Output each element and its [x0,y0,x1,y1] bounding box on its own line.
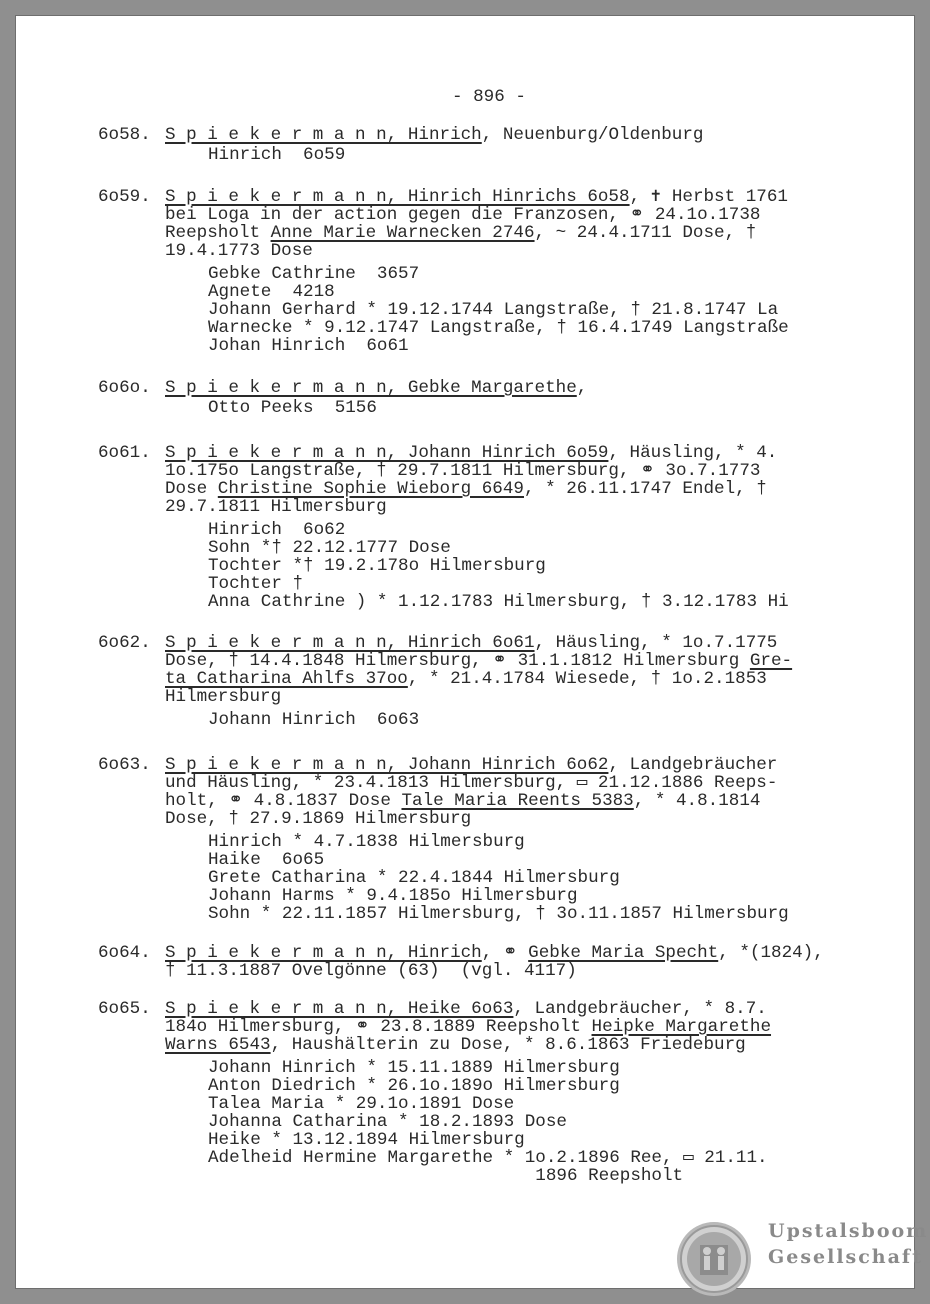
entry-line [165,224,788,242]
entry-detail: bei Loga in der action gegen die Franzosen, ⚭ 24.1o.1738 [165,205,761,225]
entry-detail: 1o.175o Langstraße, † 29.7.1811 Hilmersburg, ⚭ 3o.7.1773 [165,461,761,481]
underlined-name: ta Catharina Ahlfs 37oo [165,669,408,689]
underlined-name: S p i e k e r m a n n, Hinrich [165,125,482,145]
children-list [208,399,377,417]
entry-detail: , ✝ Herbst 1761 [629,187,788,207]
underlined-name: Tale Maria Reents 5383 [401,791,634,811]
underlined-name: Christine Sophie Wieborg 6649 [217,479,524,499]
entry-number: 6o64. [98,943,151,963]
entry-detail: , Haushälterin zu Dose, * 8.6.1863 Friedeburg [270,1035,746,1055]
entry-detail: , Landgebräucher, * 8.7. [513,999,767,1019]
entry-line [165,810,777,828]
entry-detail: † 11.3.1887 Ovelgönne (63) (vgl. 4117) [165,961,577,981]
entry-text [165,756,777,828]
entry-detail: , *(1824), [718,943,824,963]
entry-number: 6o58. [98,125,151,145]
underlined-name: Anne Marie Warnecken 2746 [270,223,535,243]
entry-text [165,634,792,706]
underlined-name: Gre- [749,651,793,671]
entry-detail: , * 26.11.1747 Endel, † [523,479,767,499]
entry-text [165,1000,771,1054]
entry-detail: , Häusling, * 4. [608,443,778,463]
entry-line [165,242,788,260]
underlined-name: S p i e k e r m a n n, Hinrich 6o61 [165,633,535,653]
underlined-name: Heipke Margarethe [591,1017,772,1037]
underlined-name: S p i e k e r m a n n, Gebke Margarethe [165,378,577,398]
entry-text [165,188,788,260]
entry-detail: , Neuenburg/Oldenburg [481,125,704,145]
child-item: Tochter † [208,574,304,594]
entry-line [165,670,792,688]
entry-line [165,774,777,792]
child-item: Johan Hinrich 6o61 [208,336,409,356]
entry-text [165,944,824,980]
entry-detail: Dose [165,479,218,499]
entry-detail: , Häusling, * 1o.7.1775 [534,633,778,653]
entry-detail: , * 4.8.1814 [633,791,761,811]
entry-detail: , * 21.4.1784 Wiesede, † 1o.2.1853 [407,669,767,689]
entry-text [165,126,703,144]
entry-detail: Reepsholt [165,223,271,243]
child-item: Anton Diedrich * 26.1o.189o Hilmersburg [208,1076,620,1096]
entry-detail: , [576,378,588,398]
entry-number: 6o59. [98,187,151,207]
logo-line-2: Gesellschaft [768,1246,923,1268]
children-list [208,833,789,923]
child-item: Talea Maria * 29.1o.1891 Dose [208,1094,515,1114]
child-item: Sohn *† 22.12.1777 Dose [208,538,451,558]
entry-line [165,444,777,462]
underlined-name: S p i e k e r m a n n, Johann Hinrich 6o59 [165,443,609,463]
child-item: Hinrich * 4.7.1838 Hilmersburg [208,832,525,852]
entry-number: 6o63. [98,755,151,775]
entry-line [165,206,788,224]
children-list [208,521,789,611]
entry-detail: , Landgebräucher [608,755,778,775]
entry-number: 6o6o. [98,378,151,398]
entry-line [165,379,587,397]
entry-number: 6o62. [98,633,151,653]
entry-detail: 19.4.1773 Dose [165,241,313,261]
child-item: Heike * 13.12.1894 Hilmersburg [208,1130,525,1150]
entry-text [165,444,777,516]
underlined-name: Gebke Maria Specht [528,943,719,963]
entry-text [165,379,587,397]
entry-line [165,462,777,480]
entry-line [165,498,777,516]
entry-detail: Dose, † 14.4.1848 Hilmersburg, ⚭ 31.1.1812 Hilmersburg [165,651,750,671]
entry-line [165,188,788,206]
entry-line [165,1000,771,1018]
child-item: Adelheid Hermine Margarethe * 1o.2.1896 Ree, ▭ 21.11. [208,1148,768,1168]
entry-line [165,688,792,706]
document-page [16,16,929,1288]
child-item: Johanna Catharina * 18.2.1893 Dose [208,1112,567,1132]
entry-line [165,126,703,144]
child-item: Grete Catharina * 22.4.1844 Hilmersburg [208,868,620,888]
page-number: - 896 - [452,87,526,107]
entry-line [165,1036,771,1054]
entry-detail: Dose, † 27.9.1869 Hilmersburg [165,809,472,829]
entry-detail: Hilmersburg [165,687,282,707]
entry-number: 6o65. [98,999,151,1019]
entry-detail: , ⚭ [481,943,529,963]
child-item: Johann Hinrich 6o63 [208,710,420,730]
entry-line [165,792,777,810]
underlined-name: S p i e k e r m a n n, Hinrich [165,943,482,963]
child-item: Hinrich 6o59 [208,145,346,165]
child-item: Tochter *† 19.2.178o Hilmersburg [208,556,546,576]
entry-detail: und Häusling, * 23.4.1813 Hilmersburg, ▭ 21.12.1886 Reeps- [165,773,778,793]
child-item: Johann Harms * 9.4.185o Hilmersburg [208,886,578,906]
logo-text [768,1218,928,1270]
logo-line-1: Upstalsboom [768,1220,929,1242]
children-list [208,265,789,355]
underlined-name: S p i e k e r m a n n, Hinrich Hinrichs 6o58 [165,187,630,207]
children-list [208,1059,768,1185]
entry-detail: 184o Hilmersburg, ⚭ 23.8.1889 Reepsholt [165,1017,592,1037]
child-item: Johann Gerhard * 19.12.1744 Langstraße, † 21.8.1747 La [208,300,779,320]
child-item: Haike 6o65 [208,850,325,870]
entry-detail: holt, ⚭ 4.8.1837 Dose [165,791,402,811]
seal-logo-icon [676,1221,752,1297]
children-list [208,146,345,164]
entry-detail: 29.7.1811 Hilmersburg [165,497,387,517]
entry-line [165,634,792,652]
child-item: Gebke Cathrine 3657 [208,264,420,284]
entry-line [165,944,824,962]
underlined-name: S p i e k e r m a n n, Heike 6o63 [165,999,514,1019]
child-item: 1896 Reepsholt [208,1166,684,1186]
child-item: Sohn * 22.11.1857 Hilmersburg, † 3o.11.1857 Hilmersburg [208,904,789,924]
child-item: Hinrich 6o62 [208,520,346,540]
child-item: Otto Peeks 5156 [208,398,377,418]
children-list [208,711,419,729]
child-item: Anna Cathrine ) * 1.12.1783 Hilmersburg, † 3.12.1783 Hi [208,592,789,612]
child-item: Johann Hinrich * 15.11.1889 Hilmersburg [208,1058,620,1078]
child-item: Warnecke * 9.12.1747 Langstraße, † 16.4.1749 Langstraße [208,318,789,338]
entry-line [165,1018,771,1036]
entry-detail: , ~ 24.4.1711 Dose, † [534,223,757,243]
child-item: Agnete 4218 [208,282,335,302]
underlined-name: S p i e k e r m a n n, Johann Hinrich 6o62 [165,755,609,775]
entry-line [165,756,777,774]
entry-line [165,962,824,980]
entry-line [165,480,777,498]
entry-number: 6o61. [98,443,151,463]
underlined-name: Warns 6543 [165,1035,271,1055]
entry-line [165,652,792,670]
